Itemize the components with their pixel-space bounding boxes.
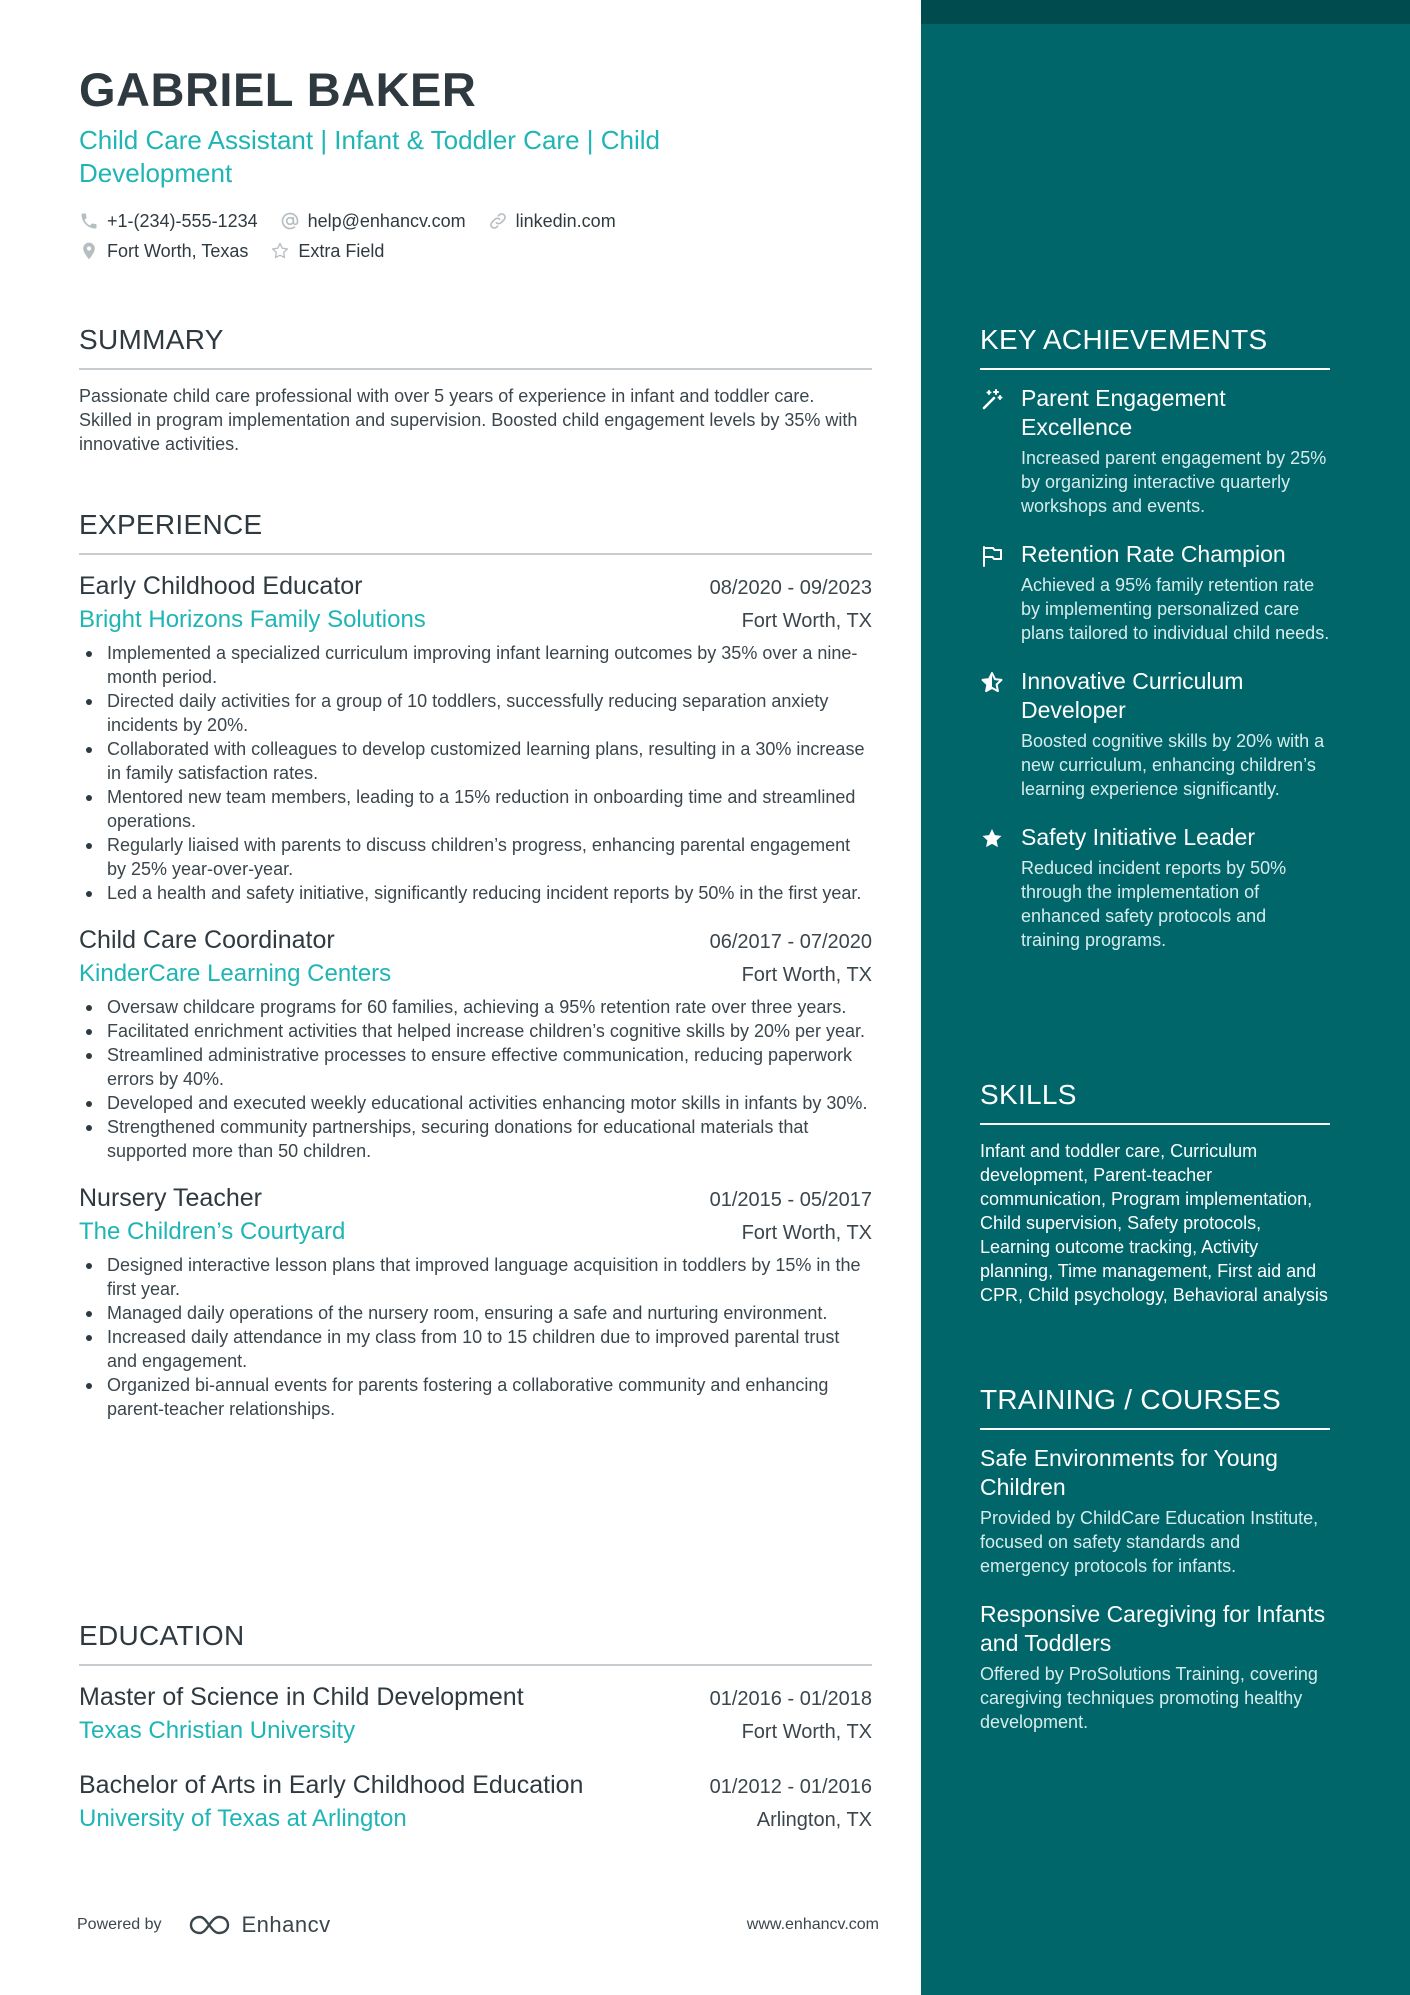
job-dates: 08/2020 - 09/2023: [709, 577, 872, 599]
star-icon: [980, 827, 1004, 851]
contact-info: [79, 206, 872, 266]
course-item: [980, 1444, 1330, 1578]
bullet-item: Managed daily operations of the nursery room, ensuring a safe and nurturing environment.: [79, 1301, 872, 1325]
summary-heading: SUMMARY: [79, 322, 872, 370]
summary-section: [79, 322, 872, 456]
education-entry: [79, 1768, 872, 1836]
job-entry: [79, 569, 872, 905]
enhancv-logo-icon: [188, 1913, 234, 1937]
candidate-headline: Child Care Assistant | Infant & Toddler Care | Child Development: [79, 125, 660, 188]
job-entry: [79, 1181, 872, 1421]
sidebar-column: [921, 0, 1410, 1995]
resume-header: [79, 62, 872, 266]
brand-name: Enhancv: [241, 1912, 331, 1937]
experience-section: [79, 507, 872, 1421]
phone-text: +1-(234)-555-1234: [107, 211, 258, 231]
bullet-item: Implemented a specialized curriculum improving infant learning outcomes by 35% over a nine-month period.: [79, 641, 872, 689]
job-entry: [79, 923, 872, 1163]
experience-heading: EXPERIENCE: [79, 507, 872, 555]
powered-by: [77, 1912, 331, 1938]
job-location: Fort Worth, TX: [741, 1222, 872, 1244]
job-title: Early Childhood Educator: [79, 572, 363, 600]
achievement-title: Innovative Curriculum Developer: [1021, 668, 1244, 723]
degree-title: Master of Science in Child Development: [79, 1683, 524, 1711]
location-pin-icon: [79, 241, 99, 261]
job-dates: 06/2017 - 07/2020: [709, 931, 872, 953]
education-dates: 01/2012 - 01/2016: [709, 1776, 872, 1798]
link-text: linkedin.com: [515, 211, 616, 231]
bullet-item: Organized bi-annual events for parents fostering a collaborative community and enhancing parent-teacher relationships.: [79, 1373, 872, 1421]
bullet-item: Mentored new team members, leading to a 15% reduction in onboarding time and streamlined operations.: [79, 785, 872, 833]
achievements-section: [980, 322, 1330, 952]
extra-text: Extra Field: [298, 241, 385, 261]
school-location: Arlington, TX: [756, 1809, 872, 1831]
achievement-desc: Boosted cognitive skills by 20% with a new curriculum, enhancing children’s learning experience significantly.: [1021, 731, 1325, 799]
brand-logo[interactable]: [188, 1912, 331, 1938]
job-bullets: [79, 995, 872, 1163]
job-location: Fort Worth, TX: [741, 610, 872, 632]
job-company: Bright Horizons Family Solutions: [79, 606, 426, 633]
footer-website[interactable]: www.enhancv.com: [746, 1916, 879, 1933]
star-outline-icon: [270, 241, 290, 261]
course-title: Safe Environments for Young Children: [980, 1445, 1278, 1500]
education-section: [79, 1618, 872, 1836]
course-item: [980, 1600, 1330, 1734]
contact-extra: [270, 236, 384, 266]
job-company: KinderCare Learning Centers: [79, 960, 392, 987]
job-header-row: [79, 569, 872, 603]
powered-by-label: Powered by: [77, 1916, 162, 1933]
skills-section: [980, 1077, 1330, 1307]
education-school-row: [79, 1802, 872, 1836]
contact-link[interactable]: [488, 206, 616, 236]
footer: [77, 1912, 879, 1938]
skills-text: Infant and toddler care, Curriculum development, Parent-teacher communication, Program implementation, Child supervision, Safety protocols, Learning outcome tracking, Activity planning, Time management, First aid and CPR, Child psychology, Behavioral analysis: [980, 1141, 1328, 1305]
sidebar-top-band: [921, 0, 1410, 24]
education-heading: EDUCATION: [79, 1618, 872, 1666]
bullet-item: Oversaw childcare programs for 60 families, achieving a 95% retention rate over three years.: [79, 995, 872, 1019]
bullet-item: Strengthened community partnerships, securing donations for educational materials that supported more than 50 children.: [79, 1115, 872, 1163]
achievement-title: Parent Engagement Excellence: [1021, 385, 1226, 440]
achievements-heading: KEY ACHIEVEMENTS: [980, 322, 1330, 370]
bullet-item: Designed interactive lesson plans that improved language acquisition in toddlers by 15% in the first year.: [79, 1253, 872, 1301]
bullet-item: Increased daily attendance in my class from 10 to 15 children due to improved parental trust and engagement.: [79, 1325, 872, 1373]
course-desc: Provided by ChildCare Education Institute, focused on safety standards and emergency protocols for infants.: [980, 1508, 1319, 1576]
job-title: Nursery Teacher: [79, 1184, 262, 1212]
job-title: Child Care Coordinator: [79, 926, 335, 954]
contact-location: [79, 236, 248, 266]
bullet-item: Regularly liaised with parents to discuss children’s progress, enhancing parental engagement by 25% year-over-year.: [79, 833, 872, 881]
achievement-desc: Achieved a 95% family retention rate by implementing personalized care plans tailored to individual child needs.: [1021, 575, 1330, 643]
course-desc: Offered by ProSolutions Training, covering caregiving techniques promoting healthy development.: [980, 1664, 1318, 1732]
school-name: Texas Christian University: [79, 1717, 356, 1744]
bullet-item: Collaborated with colleagues to develop customized learning plans, resulting in a 30% increase in family satisfaction rates.: [79, 737, 872, 785]
school-location: Fort Worth, TX: [741, 1721, 872, 1743]
contact-row-2: [79, 236, 872, 266]
half-star-icon: [980, 671, 1004, 695]
bullet-item: Led a health and safety initiative, significantly reducing incident reports by 50% in the first year.: [79, 881, 872, 905]
contact-email[interactable]: [280, 206, 466, 236]
bullet-item: Developed and executed weekly educational activities enhancing motor skills in infants by 30%.: [79, 1091, 872, 1115]
course-title: Responsive Caregiving for Infants and Toddlers: [980, 1601, 1326, 1656]
at-icon: [280, 211, 300, 231]
bullet-item: Streamlined administrative processes to ensure effective communication, reducing paperwork errors by 40%.: [79, 1043, 872, 1091]
link-icon: [488, 211, 508, 231]
job-bullets: [79, 1253, 872, 1421]
degree-title: Bachelor of Arts in Early Childhood Education: [79, 1771, 584, 1799]
job-company-row: [79, 603, 872, 637]
job-company-row: [79, 957, 872, 991]
job-dates: 01/2015 - 05/2017: [709, 1189, 872, 1211]
achievement-item: [980, 540, 1330, 645]
wand-icon: [980, 388, 1004, 412]
training-heading: TRAINING / COURSES: [980, 1382, 1330, 1430]
location-text: Fort Worth, Texas: [107, 241, 249, 261]
education-header-row: [79, 1768, 872, 1802]
email-text: help@enhancv.com: [307, 211, 466, 231]
contact-phone[interactable]: [79, 206, 258, 236]
job-bullets: [79, 641, 872, 905]
training-section: [980, 1382, 1330, 1734]
achievement-item: [980, 823, 1330, 952]
job-company-row: [79, 1215, 872, 1249]
education-header-row: [79, 1680, 872, 1714]
education-school-row: [79, 1714, 872, 1748]
skills-heading: SKILLS: [980, 1077, 1330, 1125]
candidate-name: GABRIEL BAKER: [79, 63, 477, 116]
achievement-item: [980, 667, 1330, 801]
bullet-item: Directed daily activities for a group of 10 toddlers, successfully reducing separation anxiety incidents by 20%.: [79, 689, 872, 737]
job-header-row: [79, 1181, 872, 1215]
achievement-desc: Increased parent engagement by 25% by organizing interactive quarterly workshops and events.: [1021, 448, 1327, 516]
achievement-desc: Reduced incident reports by 50% through the implementation of enhanced safety protocols and training programs.: [1021, 858, 1287, 950]
bullet-item: Facilitated enrichment activities that helped increase children’s cognitive skills by 20% per year.: [79, 1019, 872, 1043]
job-header-row: [79, 923, 872, 957]
summary-text: Passionate child care professional with over 5 years of experience in infant and toddler care. Skilled in program implementation and supervision. Boosted child engagement levels by 35% with innovative activities.: [79, 386, 858, 454]
school-name: University of Texas at Arlington: [79, 1805, 407, 1832]
achievement-title: Retention Rate Champion: [1021, 541, 1286, 567]
education-dates: 01/2016 - 01/2018: [709, 1688, 872, 1710]
flag-icon: [980, 544, 1004, 568]
achievement-title: Safety Initiative Leader: [1021, 824, 1255, 850]
job-location: Fort Worth, TX: [741, 964, 872, 986]
education-entry: [79, 1680, 872, 1748]
phone-icon: [79, 211, 99, 231]
achievement-item: [980, 384, 1330, 518]
contact-row-1: [79, 206, 872, 236]
job-company: The Children’s Courtyard: [79, 1218, 346, 1245]
